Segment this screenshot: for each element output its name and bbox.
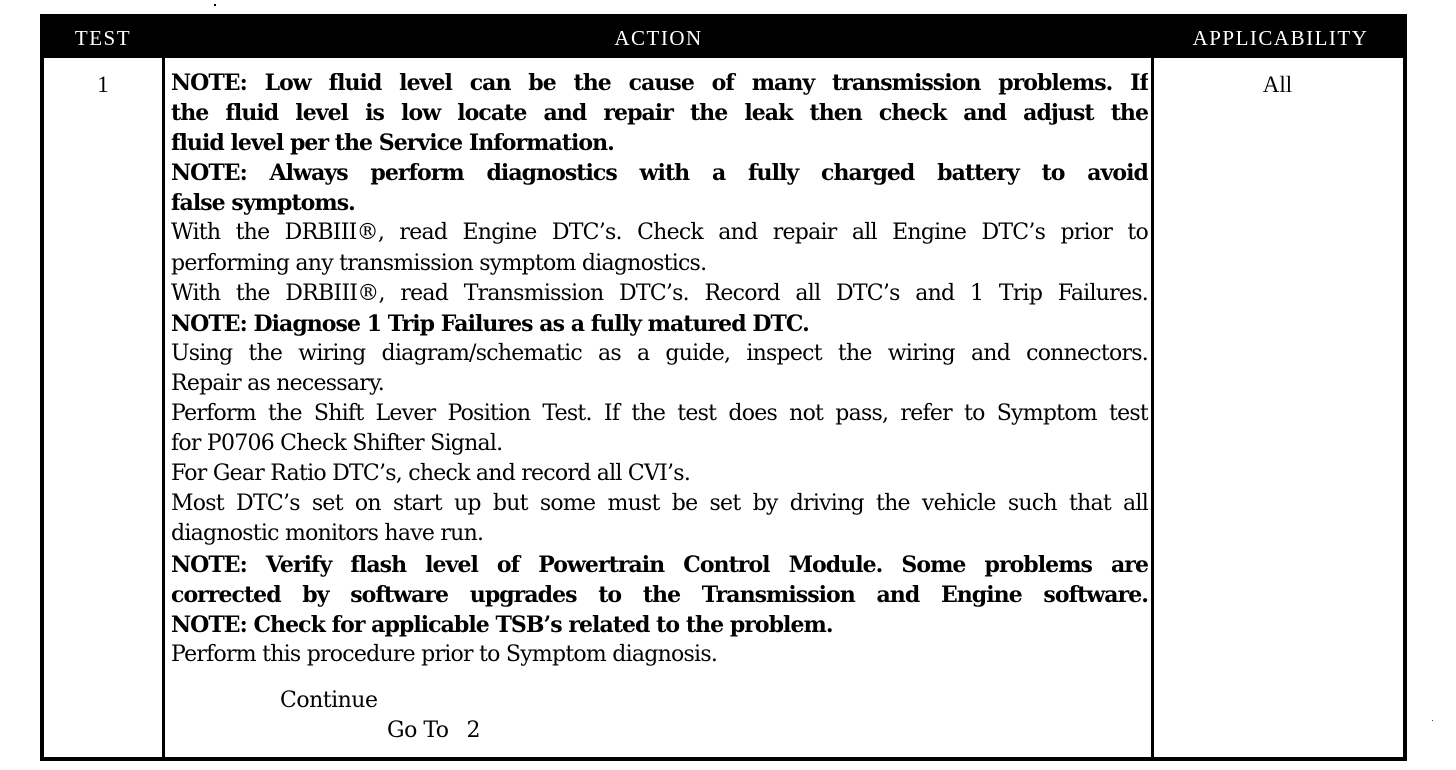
goto-target: 2 <box>466 718 481 743</box>
header-test: TEST <box>74 26 132 50</box>
column-divider <box>1151 18 1154 757</box>
action-line: NOTE: Verify flash level of Powertrain Control Module. Some problems are <box>171 551 1148 578</box>
column-divider <box>162 18 165 757</box>
action-line: for P0706 Check Shifter Signal. <box>171 431 503 457</box>
goto-label: Go To <box>387 718 449 743</box>
action-line: Most DTC’s set on start up but some must be set by driving the vehicle such that all <box>171 491 1148 517</box>
header-applicability: APPLICABILITY <box>1192 26 1369 50</box>
action-line: performing any transmission symptom diagnostics. <box>171 250 707 276</box>
header-action: ACTION <box>614 26 703 50</box>
action-cell <box>171 68 1148 670</box>
action-line: NOTE: Always perform diagnostics with a fully charged battery to avoid <box>171 160 1148 187</box>
action-line: For Gear Ratio DTC’s, check and record all CVI’s. <box>171 461 691 487</box>
action-line: diagnostic monitors have run. <box>171 521 484 547</box>
action-line: Perform the Shift Lever Position Test. If the test does not pass, refer to Symptom test <box>171 401 1148 427</box>
action-line: Perform this procedure prior to Symptom diagnosis. <box>171 641 718 667</box>
test-number: 1 <box>97 72 109 97</box>
goto-link[interactable] <box>387 718 480 743</box>
action-line: NOTE: Check for applicable TSB’s related to the problem. <box>171 611 833 638</box>
action-line: NOTE: Diagnose 1 Trip Failures as a fully matured DTC. <box>171 310 809 337</box>
action-line: fluid level per the Service Information. <box>171 130 614 157</box>
action-line: false symptoms. <box>171 190 355 217</box>
stray-mark <box>1432 720 1433 721</box>
applicability-value: All <box>1262 72 1293 97</box>
table-header <box>44 18 1403 58</box>
action-line: NOTE: Low fluid level can be the cause of many transmission problems. If <box>171 70 1148 96</box>
action-line: With the DRBIII®, read Engine DTC’s. Check and repair all Engine DTC’s prior to <box>171 220 1148 246</box>
action-line: Repair as necessary. <box>171 370 384 396</box>
action-line: corrected by software upgrades to the Transmission and Engine software. <box>171 581 1148 608</box>
action-line: the fluid level is low locate and repair the leak then check and adjust the <box>171 100 1148 127</box>
diagnostic-table <box>40 14 1407 761</box>
stray-mark <box>214 4 216 6</box>
action-line: Using the wiring diagram/schematic as a guide, inspect the wiring and connectors. <box>171 340 1148 366</box>
continue-label: Continue <box>280 688 378 713</box>
action-line: With the DRBIII®, read Transmission DTC’s. Record all DTC’s and 1 Trip Failures. <box>171 280 1148 306</box>
